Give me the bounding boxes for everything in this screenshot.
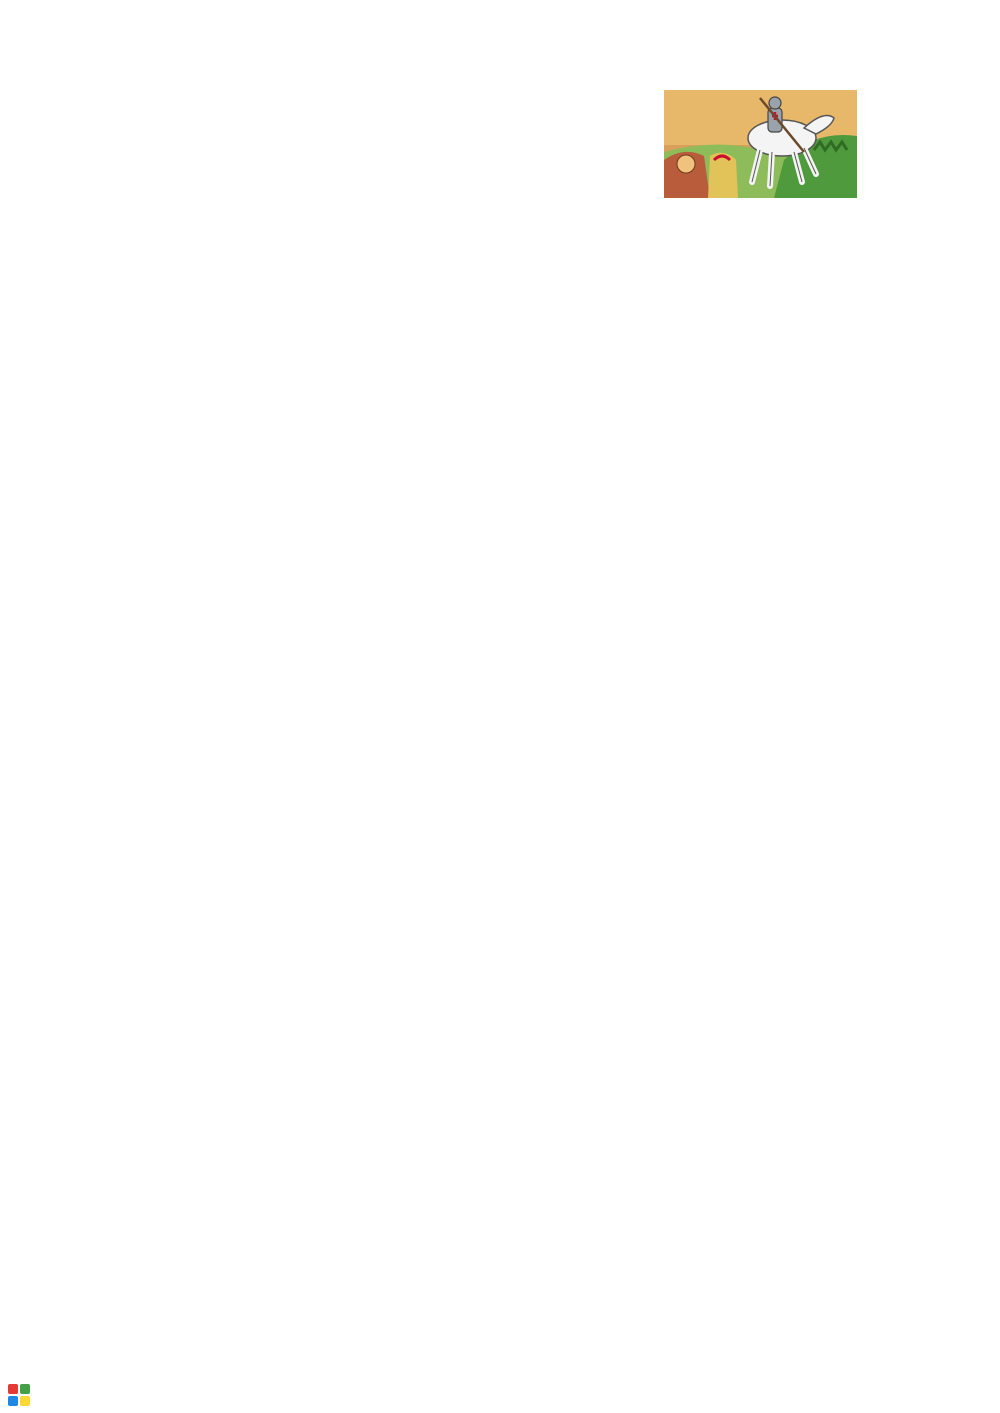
sant-jordi-dragon-illustration bbox=[664, 90, 857, 198]
liveworksheets-logo-icon bbox=[8, 1384, 30, 1406]
liveworksheets-logo[interactable] bbox=[8, 1381, 34, 1409]
